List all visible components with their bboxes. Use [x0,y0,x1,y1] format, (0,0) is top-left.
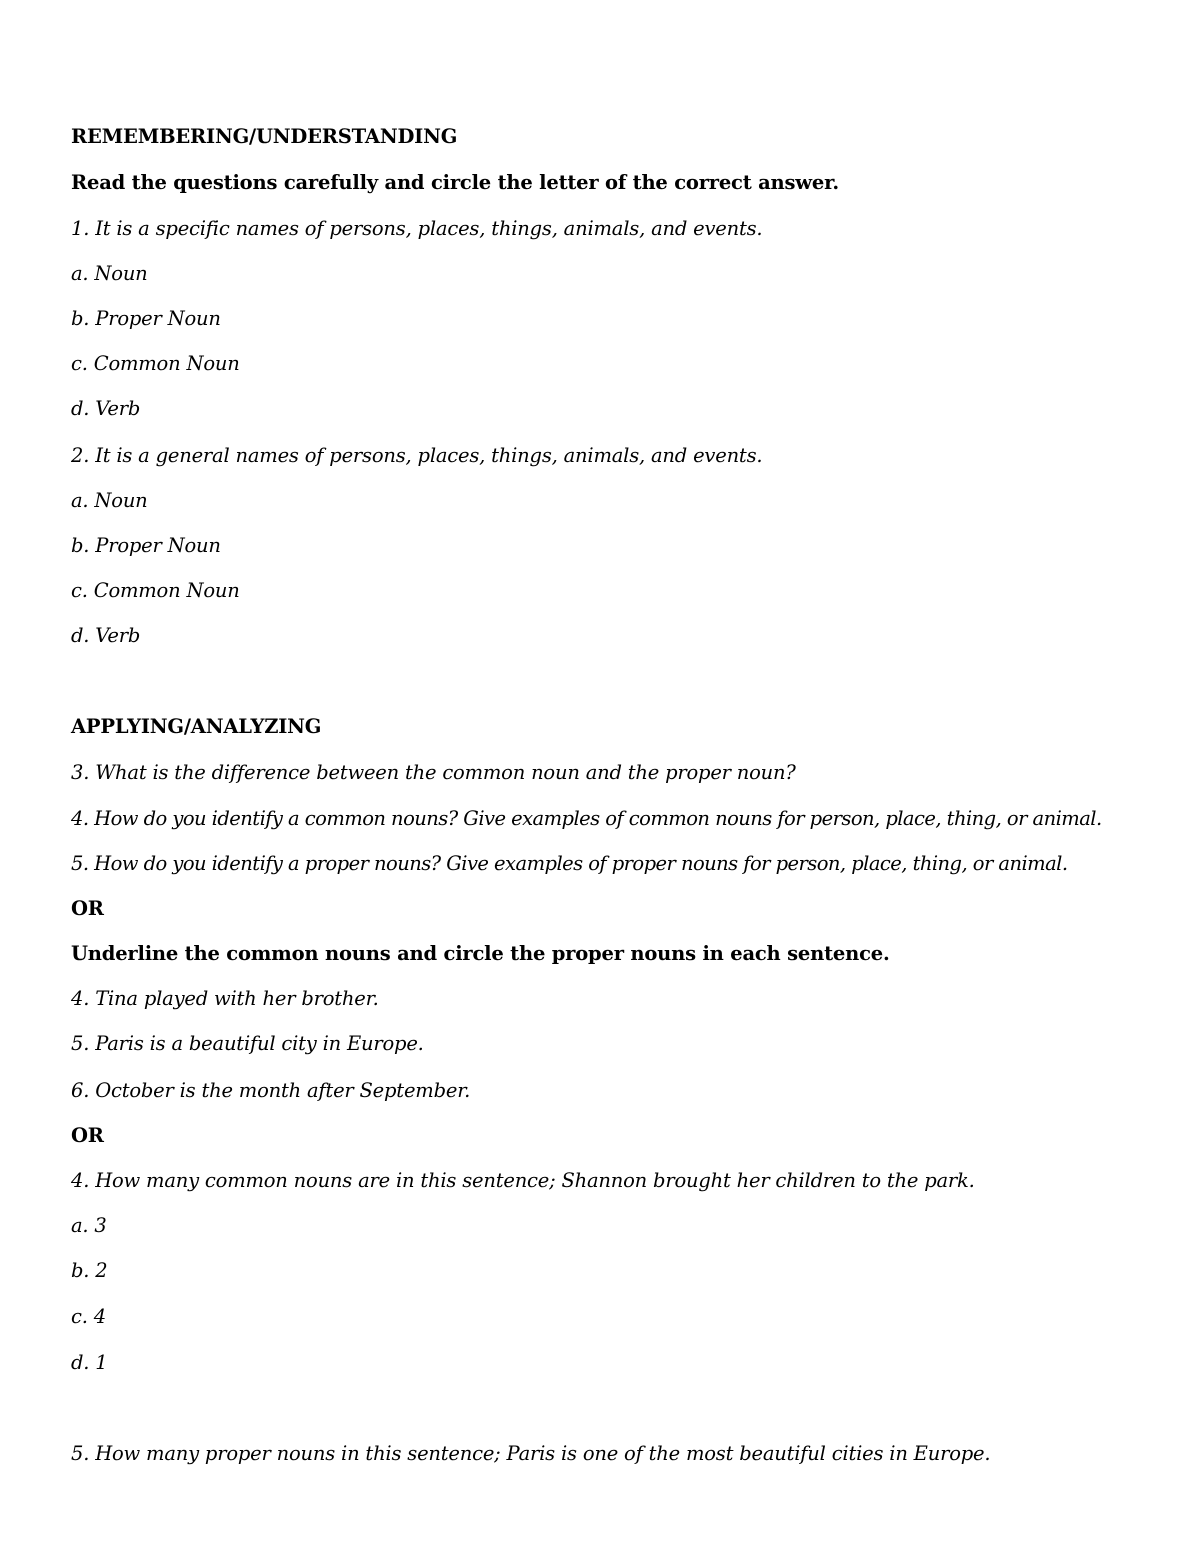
question-1: 1. It is a specific names of persons, places, things, animals, and events. [71,217,763,240]
question-2-option-a: a. Noun [71,489,148,512]
question-2: 2. It is a general names of persons, places, things, animals, and events. [71,444,763,467]
instruction-circle-letter: Read the questions carefully and circle the letter of the correct answer. [71,171,839,194]
section-heading-applying: APPLYING/ANALYZING [71,715,322,738]
question-1-option-a: a. Noun [71,262,148,285]
question-4-option-b: b. 2 [71,1259,108,1282]
question-4-open: 4. How do you identify a common nouns? Give examples of common nouns for person, place, thing, or animal. [71,807,1102,830]
question-5-open: 5. How do you identify a proper nouns? Give examples of proper nouns for person, place, thing, or animal. [71,852,1068,875]
question-4-option-a: a. 3 [71,1214,107,1237]
question-1-option-d: d. Verb [71,397,141,420]
question-2-option-d: d. Verb [71,624,141,647]
question-5-count: 5. How many proper nouns in this sentence; Paris is one of the most beautiful cities in Europe. [71,1442,991,1465]
question-3: 3. What is the difference between the common noun and the proper noun? [71,761,796,784]
question-4-option-d: d. 1 [71,1351,108,1374]
or-divider-1: OR [71,897,104,920]
sentence-6: 6. October is the month after September. [71,1079,471,1102]
section-heading-remembering: REMEMBERING/UNDERSTANDING [71,125,458,148]
question-1-option-c: c. Common Noun [71,352,240,375]
question-2-option-b: b. Proper Noun [71,534,221,557]
or-divider-2: OR [71,1124,104,1147]
sentence-5: 5. Paris is a beautiful city in Europe. [71,1032,424,1055]
question-1-option-b: b. Proper Noun [71,307,221,330]
question-4-option-c: c. 4 [71,1305,106,1328]
question-4-count: 4. How many common nouns are in this sentence; Shannon brought her children to the park. [71,1169,975,1192]
question-2-option-c: c. Common Noun [71,579,240,602]
instruction-underline-circle: Underline the common nouns and circle the proper nouns in each sentence. [71,942,890,965]
sentence-4: 4. Tina played with her brother. [71,987,379,1010]
